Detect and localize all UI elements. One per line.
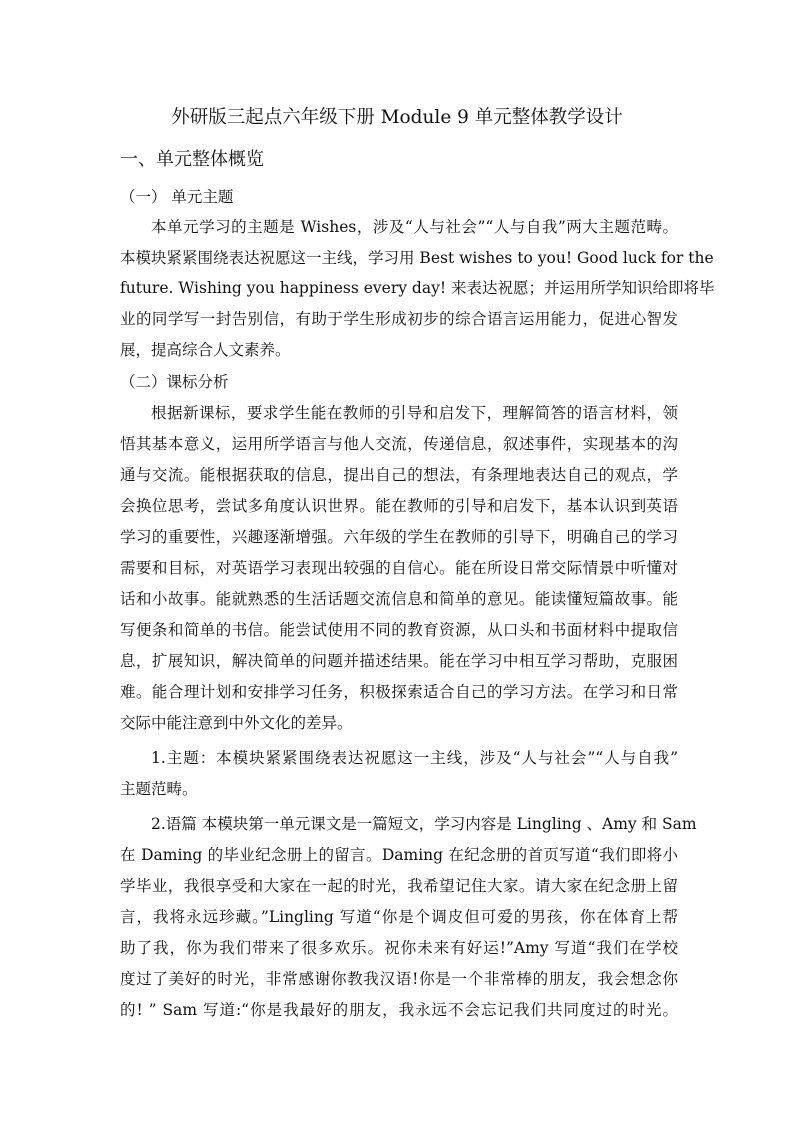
paragraph-line: 话和小故事。能就熟悉的生活话题交流信息和简单的意见。能读懂短篇故事。能 — [120, 590, 678, 608]
subsection-heading-curriculum: （二）课标分析 — [120, 373, 229, 391]
paragraph-line: 会换位思考，尝试多角度认识世界。能在教师的引导和启发下，基本认识到英语 — [120, 497, 678, 515]
paragraph-line: 通与交流。能根据获取的信息，提出自己的想法，有条理地表达自己的观点，学 — [120, 466, 678, 484]
paragraph-line: 本模块紧紧围绕表达祝愿这一主线，学习用 Best wishes to you! Good luck for the — [120, 249, 714, 267]
paragraph-line: 在 Daming 的毕业纪念册上的留言。Daming 在纪念册的首页写道“我们即将小 — [120, 846, 678, 864]
paragraph-line: 需要和目标，对英语学习表现出较强的自信心。能在所设日常交际情景中听懂对 — [120, 559, 678, 577]
subsection-heading-theme: （一） 单元主题 — [120, 188, 234, 206]
paragraph-line: 根据新课标，要求学生能在教师的引导和启发下，理解简答的语言材料，领 — [151, 404, 678, 422]
paragraph-line: future. Wishing you happiness every day! 来表达祝愿；并运用所学知识给即将毕 — [120, 279, 715, 297]
paragraph-line: 助了我，你为我们带来了很多欢乐。祝你未来有好运!”Amy 写道“我们在学校 — [120, 939, 678, 957]
section-heading-overview: 一、单元整体概览 — [120, 149, 264, 170]
paragraph-line: 2.语篇 本模块第一单元课文是一篇短文，学习内容是 Lingling 、Amy 和 Sam — [151, 815, 697, 833]
paragraph-line: 展，提高综合人文素养。 — [120, 341, 291, 359]
paragraph-line: 本单元学习的主题是 Wishes，涉及“人与社会”“人与自我”两大主题范畴。 — [151, 218, 678, 236]
paragraph-line: 写便条和简单的书信。能尝试使用不同的教育资源，从口头和书面材料中提取信 — [120, 621, 678, 639]
paragraph-line: 主题范畴。 — [120, 780, 198, 798]
paragraph-line: 悟其基本意义，运用所学语言与他人交流，传递信息，叙述事件，实现基本的沟 — [120, 435, 678, 453]
paragraph-line: 学习的重要性，兴趣逐渐增强。六年级的学生在教师的引导下，明确自己的学习 — [120, 528, 678, 546]
paragraph-line: 1.主题：本模块紧紧围绕表达祝愿这一主线，涉及“人与社会”“人与自我” — [151, 749, 678, 767]
paragraph-line: 交际中能注意到中外文化的差异。 — [120, 714, 353, 732]
paragraph-line: 学毕业，我很享受和大家在一起的时光，我希望记住大家。请大家在纪念册上留 — [120, 877, 678, 895]
paragraph-line: 度过了美好的时光，非常感谢你教我汉语!你是一个非常棒的朋友，我会想念你 — [120, 970, 678, 988]
paragraph-line: 息，扩展知识，解决简单的问题并描述结果。能在学习中相互学习帮助，克服困 — [120, 652, 678, 670]
paragraph-line: 言，我将永远珍藏。”Lingling 写道“你是个调皮但可爱的男孩，你在体育上帮 — [120, 908, 678, 926]
paragraph-line: 的! ” Sam 写道:“你是我最好的朋友，我永远不会忘记我们共同度过的时光。 — [120, 1001, 678, 1019]
document-title: 外研版三起点六年级下册 Module 9 单元整体教学设计 — [171, 107, 623, 128]
paragraph-line: 业的同学写一封告别信，有助于学生形成初步的综合语言运用能力，促进心智发 — [120, 310, 678, 328]
paragraph-line: 难。能合理计划和安排学习任务，积极探索适合自己的学习方法。在学习和日常 — [120, 683, 678, 701]
